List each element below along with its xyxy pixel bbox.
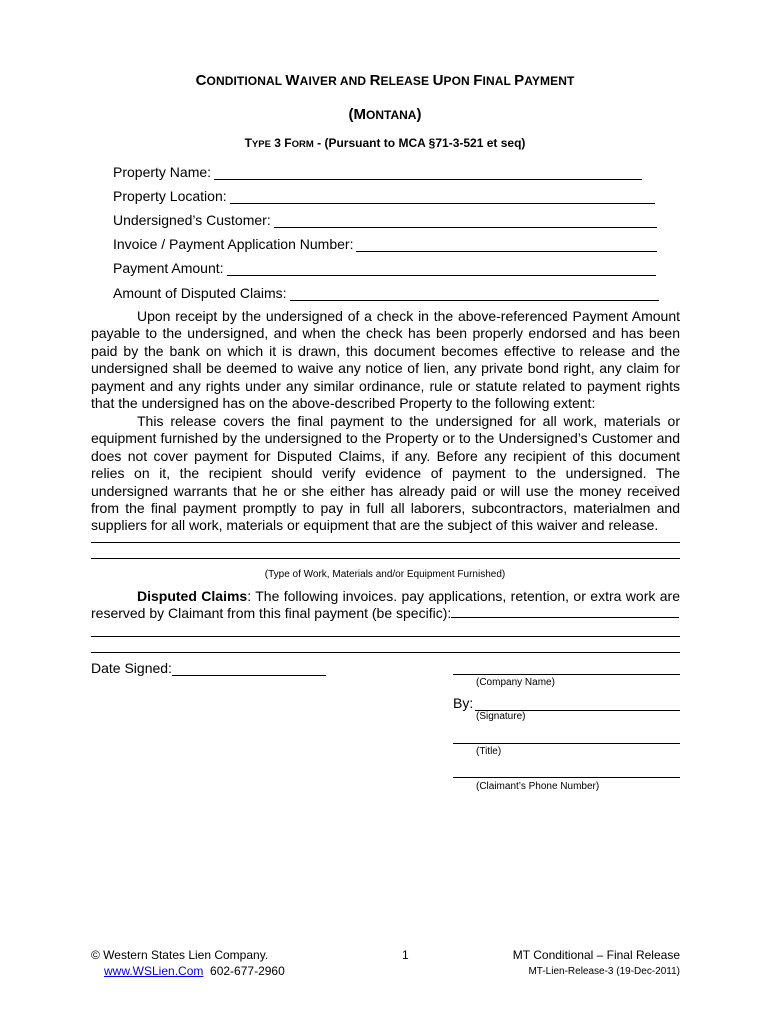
title-word-6: PAYMENT (514, 72, 575, 89)
property-name-row (113, 162, 642, 180)
footer-phone: 602-677-2960 (210, 964, 285, 978)
property-name-label: Property Name: (113, 164, 212, 180)
title-word-4: UPON (432, 72, 474, 89)
customer-label: Undersigned’s Customer: (113, 212, 271, 228)
payment-amount-field[interactable] (227, 261, 656, 276)
property-name-field[interactable] (214, 165, 642, 180)
phone-field[interactable] (453, 777, 680, 778)
disputed-claims-paragraph: Disputed Claims: The following invoices. pay applications, retention, or extra work are reserved by Claimant from this final payment (be specific): (91, 588, 680, 622)
title-word-3: RELEASE (369, 72, 433, 89)
invoice-row (113, 234, 657, 252)
website-link[interactable]: www.WSLien.Com (104, 964, 204, 978)
release-paragraph-1: Upon receipt by the undersigned of a check in the above-referenced Payment Amount payable to the undersigned, and when the check has been properly endorsed and has been paid by the bank on which it is drawn, this document becomes effective to release and the undersigned shall be deemed to waive any notice of lien, any private bond right, any claim for payment and any rights under any similar ordinance, rule or statute related to payment rights that the undersigned has on the above-described Property to the following extent: (91, 308, 680, 412)
property-location-label: Property Location: (113, 188, 227, 204)
disputed-line-2[interactable] (91, 652, 680, 653)
payment-amount-row (113, 258, 656, 276)
invoice-field[interactable] (356, 237, 657, 252)
footer-copyright: © Western States Lien Company. (91, 948, 269, 962)
document-title (0, 72, 770, 89)
work-line-2[interactable] (91, 558, 680, 559)
title-word-1: CONDITIONAL (195, 72, 286, 89)
disputed-amount-field[interactable] (290, 286, 659, 301)
title-field[interactable] (453, 743, 680, 744)
property-location-row (113, 186, 655, 204)
title-word-5: FINAL (473, 72, 515, 89)
by-label: By: (453, 695, 474, 711)
footer-doc-code: MT-Lien-Release-3 (19-Dec-2011) (528, 966, 680, 977)
footer-contact (104, 964, 285, 978)
date-signed-label: Date Signed: (91, 660, 172, 676)
title-word-2: WAIVER AND (285, 72, 370, 89)
disputed-claims-field[interactable] (451, 605, 679, 618)
date-signed-row (91, 660, 326, 676)
disputed-claims-heading: Disputed Claims (137, 588, 248, 604)
customer-field[interactable] (274, 213, 657, 228)
company-name-field[interactable] (453, 674, 680, 675)
work-line-1[interactable] (91, 542, 680, 543)
date-signed-field[interactable] (172, 661, 326, 676)
signature-caption: (Signature) (476, 711, 526, 722)
invoice-label: Invoice / Payment Application Number: (113, 236, 354, 252)
form-type-line: TYPE 3 FORM - (Pursuant to MCA §71-3-521 et seq) (244, 136, 526, 150)
footer-doc-title: MT Conditional – Final Release (512, 948, 680, 962)
disputed-amount-label: Amount of Disputed Claims: (113, 285, 287, 301)
state-heading: (MONTANA) (348, 106, 422, 123)
title-caption: (Title) (476, 746, 502, 757)
release-paragraph-2: This release covers the final payment to the undersigned for all work, materials or equipment furnished by the undersigned to the Property or to the Undersigned’s Customer and does not cover payment for Disputed Claims, if any. Before any recipient of this document relies on it, the recipient should verify evidence of payment to the undersigned. The undersigned warrants that he or she either has already paid or will use the money received from the final payment promptly to pay in full all laborers, subcontractors, materialmen and suppliers for all work, materials or equipment that are the subject of this waiver and release. (91, 413, 680, 534)
phone-caption: (Claimant’s Phone Number) (476, 781, 600, 792)
signature-field[interactable] (475, 696, 680, 711)
company-name-caption: (Company Name) (476, 677, 555, 688)
property-location-field[interactable] (230, 189, 655, 204)
work-caption: (Type of Work, Materials and/or Equipment Furnished) (264, 569, 506, 580)
page-number: 1 (402, 948, 409, 962)
disputed-amount-row (113, 283, 659, 301)
by-row (453, 695, 680, 711)
payment-amount-label: Payment Amount: (113, 260, 224, 276)
disputed-line-1[interactable] (91, 636, 680, 637)
customer-row (113, 210, 657, 228)
